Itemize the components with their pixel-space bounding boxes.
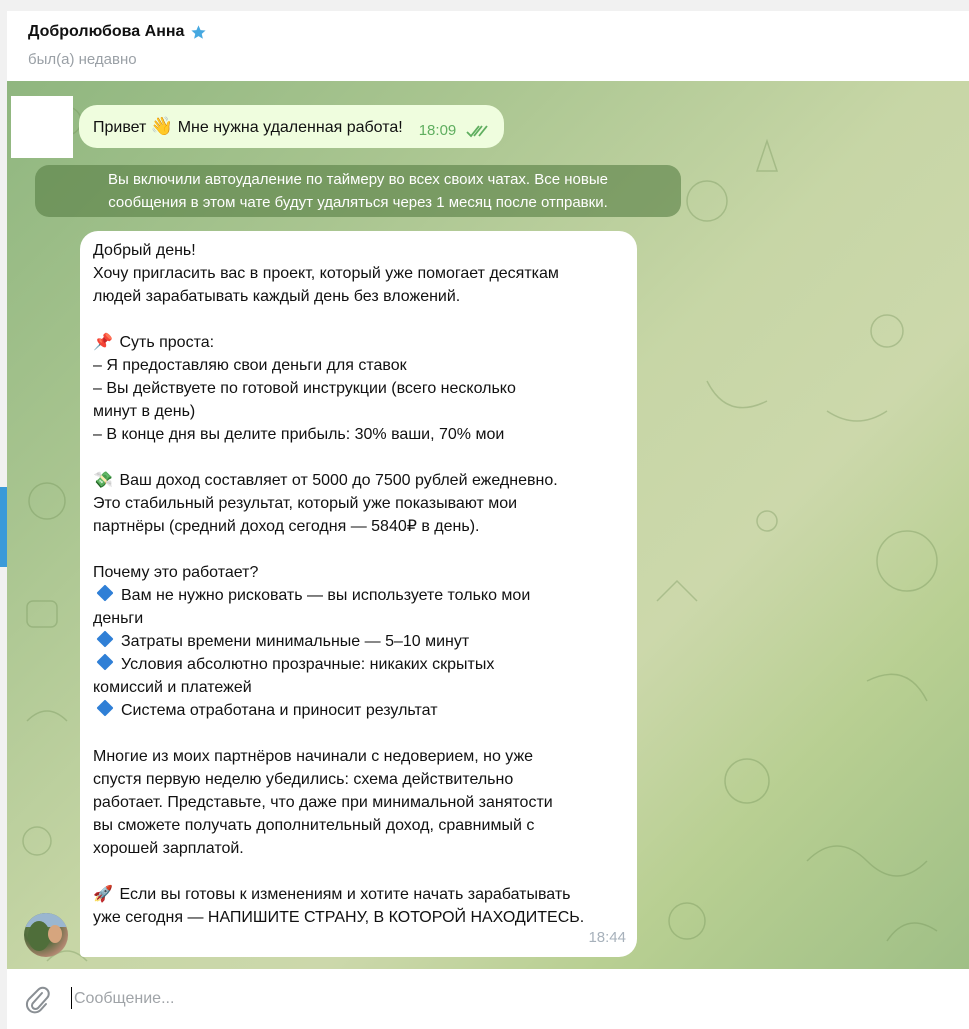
message-composer: [7, 969, 969, 1029]
service-line-1: Вы включили автоудаление по таймеру во всех своих чатах. Все новые: [107, 171, 608, 188]
line-text: минут в день): [93, 403, 196, 420]
message-line: [93, 584, 625, 607]
message-line: [93, 768, 625, 791]
message-line: [93, 423, 625, 446]
line-text: Хочу пригласить вас в проект, который уже помогает десяткам: [93, 265, 559, 282]
line-text: Суть проста:: [119, 334, 215, 351]
line-text: Условия абсолютно прозрачные: никаких скрытых: [121, 656, 495, 673]
line-text: – В конце дня вы делите прибыль: 30% ваши, 70% мои: [93, 426, 505, 443]
text-cursor: [71, 987, 72, 1009]
chat-header[interactable]: [7, 11, 969, 81]
line-text: вы сможете получать дополнительный доход, сравнимый с: [93, 817, 535, 834]
line-text: Затраты времени минимальные — 5–10 минут: [121, 633, 470, 650]
chat-title[interactable]: [28, 23, 207, 41]
service-message-autodelete: [35, 165, 681, 217]
line-text: Ваш доход составляет от 5000 до 7500 рублей ежедневно.: [119, 472, 558, 489]
message-line: [93, 745, 625, 768]
message-meta: [419, 122, 489, 139]
line-text: уже сегодня — НАПИШИТЕ СТРАНУ, В КОТОРОЙ НАХОДИТЕСЬ.: [93, 909, 585, 926]
line-text: – Я предоставляю свои деньги для ставок: [93, 357, 407, 374]
line-text: – Вы действуете по готовой инструкции (всего несколько: [93, 380, 516, 397]
message-line: [93, 814, 625, 837]
message-line: [93, 400, 625, 423]
incoming-message[interactable]: [80, 231, 637, 957]
message-time: 18:44: [588, 929, 626, 946]
message-line: [93, 860, 625, 883]
message-line: [93, 699, 625, 722]
line-text: Вам не нужно рисковать — вы используете только мои: [121, 587, 531, 604]
line-text: спустя первую неделю убедились: схема действительно: [93, 771, 514, 788]
message-line: [93, 837, 625, 860]
waving-hand-emoji: 👋: [150, 116, 174, 136]
message-line: [93, 308, 625, 331]
message-line: [93, 285, 625, 308]
chat-history[interactable]: [7, 81, 969, 969]
blue-diamond-icon: [97, 585, 114, 602]
sender-avatar[interactable]: [24, 913, 68, 957]
line-text: Добрый день!: [93, 242, 196, 259]
message-line: [93, 239, 625, 262]
line-text: деньги: [93, 610, 144, 627]
line-text: людей зарабатывать каждый день без вложений.: [93, 288, 461, 305]
money-wings-emoji: 💸: [93, 472, 113, 489]
line-text: работает. Представьте, что даже при минимальной занятости: [93, 794, 553, 811]
message-line: [93, 262, 625, 285]
last-seen-status: был(а) недавно: [28, 51, 137, 68]
message-text: Привет 👋 Мне нужна удаленная работа!: [93, 116, 403, 136]
sidebar-selection-indicator: [0, 487, 7, 567]
line-text: Многие из моих партнёров начинали с недоверием, но уже: [93, 748, 534, 765]
message-line: [93, 722, 625, 745]
message-line: [93, 607, 625, 630]
line-text: партнёры (средний доход сегодня — 5840₽ в день).: [93, 518, 480, 535]
message-line: [93, 331, 625, 354]
message-input[interactable]: [74, 985, 874, 1013]
message-line: [93, 906, 625, 929]
line-text: Это стабильный результат, который уже показывают мои: [93, 495, 518, 512]
message-line: [93, 446, 625, 469]
message-line: [93, 653, 625, 676]
line-text: Почему это работает?: [93, 564, 259, 581]
outgoing-message[interactable]: [79, 105, 504, 148]
message-line: [93, 492, 625, 515]
message-line: [93, 561, 625, 584]
message-line: [93, 354, 625, 377]
pushpin-emoji: 📌: [93, 334, 113, 351]
star-icon: [190, 24, 207, 41]
message-line: [93, 538, 625, 561]
line-text: хорошей зарплатой.: [93, 840, 244, 857]
message-line: [93, 676, 625, 699]
line-text: комиссий и платежей: [93, 679, 252, 696]
message-line: [93, 883, 625, 906]
double-check-icon: [466, 124, 488, 138]
blue-diamond-icon: [97, 700, 114, 717]
paperclip-icon[interactable]: [25, 986, 51, 1014]
message-body: [93, 239, 625, 929]
line-text: Если вы готовы к изменениям и хотите начать зарабатывать: [119, 886, 571, 903]
message-line: [93, 630, 625, 653]
message-line: [93, 791, 625, 814]
service-line-2: сообщения в этом чате будут удаляться через 1 месяц после отправки.: [108, 194, 608, 211]
message-line: [93, 377, 625, 400]
message-line: [93, 469, 625, 492]
contact-name: Добролюбова Анна: [28, 23, 185, 40]
message-time: 18:09: [418, 122, 457, 139]
blue-diamond-icon: [97, 631, 114, 648]
line-text: Система отработана и приносит результат: [121, 702, 438, 719]
redacted-avatar-placeholder: [11, 96, 73, 158]
rocket-emoji: 🚀: [93, 886, 113, 903]
message-line: [93, 515, 625, 538]
blue-diamond-icon: [97, 654, 114, 671]
